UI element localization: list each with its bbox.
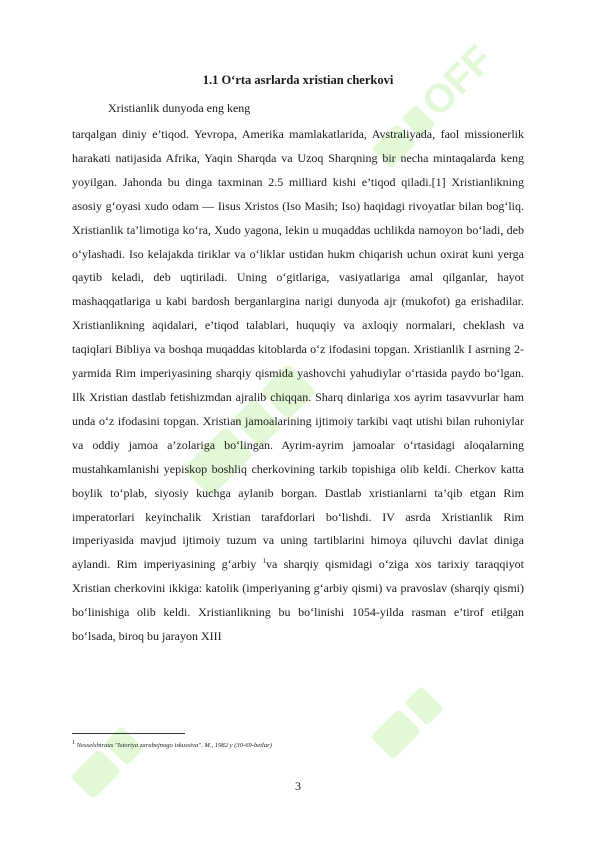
watermark-logo-right — [370, 686, 444, 760]
page-number: 3 — [295, 779, 301, 793]
watermark-text-top: OFF — [413, 37, 502, 125]
footnote — [72, 738, 272, 751]
footnote-reference[interactable]: 1 — [262, 557, 267, 566]
body-text-part-2: va sharqiy qismidagi o‘ziga xos tarixiy taraqqiyot Xristian cherkovini ikkiga: katolik (imperiyaning g‘arbiy qismi) va pravoslav (sharqiy qismi) bo‘linishiga olib keldi. Xristianlikning bu bo‘linishi 1054-yilda rasman e’tirof etilgan bo‘lsada, biroq bu jarayon XIII — [72, 557, 524, 644]
body-text-part-1: tarqalgan diniy e’tiqod. Yevropa, Amerika mamlakatlarida, Avstraliyada, faol missionerlik harakati natijasida Afrika, Yaqin Sharqda va Uzoq Sharqning bir necha mintaqalarda keng yoyilgan. Jahonda bu dinga taxminan 2.5 milliard kishi e’tiqod qiladi.[1] Xristianlikning asosiy g‘oyasi xudo odam — Iisus Xristos (Iso Masih; Iso) haqidagi rivoyatlar bilan bog‘liq. Xristianlik ta’limotiga ko‘ra, Xudo yagona, lekin u muqaddas uchlikda namoyon bo‘ladi, deb o‘ylashadi. Iso kelajakda tiriklar va o‘liklar ustidan hukm chiqarish uchun oxirat kuni yerga qaytib keladi, deb uqtiriladi. Uning o‘gitlariga, vasiyatlariga amal qilganlar, hayot mashaqqatlariga u kabi bardosh berganlargina narigi dunyoda ajr (mukofot) ga erishadilar. Xristianlikning aqidalari, e’tiqod talablari, huquqiy va axloqiy normalari, cheklash va taqiqlari Bibliya va boshqa muqaddas kitoblarda o‘z ifodasini topgan. Xristianlik I asrning 2-yarmida Rim imperiyasining sharqiy qismida yashovchi yahudiylar o‘rtasida paydo bo‘lgan. Ilk Xristian dastlab fetishizmdan ajralib chiqqan. Sharq dinlariga xos ayrim tasavvurlar ham unda o‘z ifodasini topgan. Xristian jamoalarining ijtimoiy tarkibi vaqt utishi bilan ruhoniylar va oddiy jamoa a’zolariga bo‘lingan. Ayrim-ayrim jamoalar o‘rtasidagi aloqalarning mustahkamlanishi yepiskop boshliq cherkovining tarkib topishiga olib keldi. Cherkov katta boylik to‘plab, siyosiy kuchga aylanib borgan. Dastlab xristianlarni ta’qib etgan Rim imperatorlari keyinchalik Xristian tarafdorlari bo‘lishdi. IV asrda Xristianlik Rim imperiyasida mavjud ijtimoiy tuzum va uning tartiblarini himoya qiluvchi davlat diniga aylandi. Rim imperiyasining g‘arbiy — [72, 127, 524, 572]
footnote-mark: 1 — [72, 740, 75, 746]
footnote-text: Nesselshtraus "Istoriya zarubejnogo iskusstva". M., 1982 y (30-69-betlar) — [76, 742, 272, 750]
body-paragraph — [72, 123, 524, 649]
paragraph-first-line: Xristianlik dunyoda eng keng — [108, 101, 251, 115]
section-title: 1.1 O‘rta asrlarda xristian cherkovi — [202, 73, 394, 87]
footnote-divider — [72, 733, 185, 734]
